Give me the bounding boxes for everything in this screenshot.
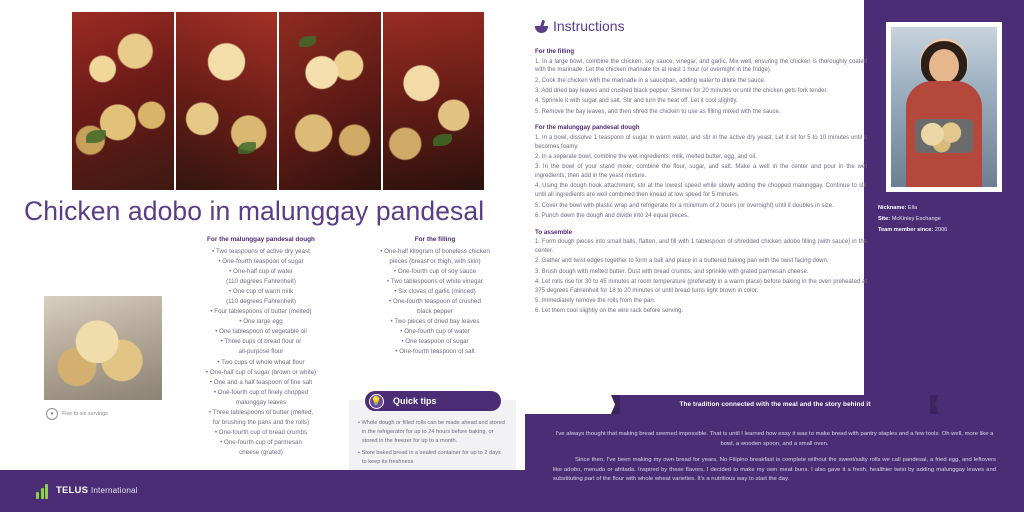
ingredient-item: black pepper xyxy=(417,308,453,316)
right-panel xyxy=(525,0,1024,512)
servings-icon: ★ xyxy=(46,408,58,420)
ingredient-item: • Three tablespoons of butter (melted, xyxy=(208,408,314,416)
profile-tenure-row: Team member since: 2006 xyxy=(878,226,948,233)
hero-photo-2 xyxy=(176,12,278,190)
ingredient-item: • One-fourth cup of finely chopped xyxy=(213,388,309,396)
telus-mark-icon xyxy=(36,482,51,499)
ingredients-filling-heading: For the filling xyxy=(414,236,456,243)
quick-tips-title: Quick tips xyxy=(393,396,437,406)
plated-dish-photo xyxy=(44,296,162,400)
instruction-step: 4. Using the dough hook attachment, stir at the lowest speed while slowly adding the chopped malunggay. Continue to stir until all ingredients are well combined then knead at low speed for 5 minutes. xyxy=(535,183,867,199)
instruction-step: 6. Punch down the dough and divide into 24 equal pieces. xyxy=(535,212,689,219)
instruction-section-heading: To assemble xyxy=(535,228,573,236)
story-banner xyxy=(620,395,930,414)
story-paragraph-2: Since then, I've been making my own bread for years. No Filipino breakfast is complete without the sweet/salty rolls we call pandesal, a fried egg, and leftovers like adobo, menudo or afritada. Inspired by these flavors, I decided to make my own meat buns. I also gave it a fresh, healthier twist by adding malunggay leaves and substituting part of the flour with whole wheat varieties. It's a nutritious way to start the day. xyxy=(553,457,996,483)
instruction-step: 5. Remove the bay leaves, and then shred the chicken to use as filling mixed with the sauce. xyxy=(535,108,781,115)
ingredient-item: • One-fourth cup of soy sauce xyxy=(393,268,477,276)
ingredient-item: pieces (breast or thigh, with skin) xyxy=(389,258,481,266)
instruction-section xyxy=(535,229,867,317)
instruction-section-heading: For the malunggay pandesal dough xyxy=(535,124,640,132)
hero-photo-1 xyxy=(72,12,174,190)
instructions-header xyxy=(535,18,625,34)
ingredient-item: • One-half cup of water xyxy=(229,268,293,276)
mortar-pestle-icon xyxy=(535,20,548,33)
ingredient-item: • One-fourth cup of bread crumbs xyxy=(214,428,308,436)
instruction-section xyxy=(535,124,867,220)
ingredient-item: • One large egg xyxy=(239,318,283,326)
story-banner-text: The tradition connected with the meal and the story behind it xyxy=(679,401,871,408)
instruction-section-heading: For the filling xyxy=(535,48,575,55)
ingredient-item: • Three cups of bread flour or xyxy=(220,338,302,346)
ingredient-item: malunggay leaves xyxy=(235,398,287,406)
profile-site-row: Site: McKinley Exchange xyxy=(878,215,941,222)
ingredient-item: • One-half cup of sugar (brown or white) xyxy=(205,368,317,376)
ingredients-filling-list xyxy=(352,247,518,358)
instruction-step: 1. In a bowl, dissolve 1 teaspoon of sugar in warm water, and stir in the active dry yeast. Let it sit for 5 to 10 minutes until it becomes foamy. xyxy=(535,134,867,150)
ingredients-dough-list xyxy=(178,247,344,458)
hero-photo-collage xyxy=(72,12,484,190)
ingredients-dough-heading: For the malunggay pandesal dough xyxy=(207,236,315,243)
ingredient-item: • One tablespoon of vegetable oil xyxy=(215,328,307,336)
ingredient-item: • One-fourth teaspoon of salt xyxy=(395,348,475,356)
ingredient-item: • Six cloves of garlic (minced) xyxy=(394,288,476,296)
instruction-step: 2. Cook the chicken with the marinade in a saucepan, adding water to dilute the sauce. xyxy=(535,77,766,84)
servings-caption-text: Five to six servings xyxy=(62,411,108,417)
servings-caption xyxy=(46,408,108,420)
footer-strip xyxy=(0,470,525,512)
ingredient-item: for brushing the pans and the rolls) xyxy=(212,418,310,426)
quick-tips-header xyxy=(365,391,501,411)
profile-nickname-row: Nickname: Ella xyxy=(878,205,918,211)
ingredient-item: • One-half kilogram of boneless chicken xyxy=(380,248,490,255)
ingredient-item: cheese (grated) xyxy=(239,448,283,456)
quick-tip-item: • Store baked bread in a sealed container for up to 2 days to keep its freshness. xyxy=(358,449,501,465)
instruction-step: 1. In a large bowl, combine the chicken, soy sauce, vinegar, and garlic. Mix well, ensuring the chicken is thoroughly coated with the marinade. Let the chicken marinate for at least 1 hour (or overnight in the fridge). xyxy=(535,58,867,74)
ingredient-item: • Two cups of whole wheat flour xyxy=(217,358,305,366)
instructions-title: Instructions xyxy=(553,18,625,34)
page-title: Chicken adobo in malunggay pandesal xyxy=(24,196,485,226)
ingredient-item: (110 degrees Fahrenheit) xyxy=(226,278,296,286)
quick-tip-item: • Whole dough or filled rolls can be made ahead and stored in the refrigerator for up to 24 hours before baking, or stored in the freezer for up to a month. xyxy=(358,420,505,445)
ingredients-column-dough xyxy=(178,236,344,458)
telus-logo xyxy=(36,482,138,499)
ingredient-item: • One teaspoon of sugar xyxy=(401,338,469,346)
instructions-body xyxy=(535,48,867,324)
instruction-step: 3. Add dried bay leaves and crushed black pepper. Simmer for 20 minutes or until the chicken gets fork tender. xyxy=(535,87,828,94)
lightbulb-icon: 💡 xyxy=(369,394,384,409)
ingredient-item: • Two pieces of dried bay leaves xyxy=(390,318,480,326)
story-paragraph-1: I've always thought that making bread seemed impossible. That is until I learned how easy it was to make bread with pantry staples and a few tools. Oh well, more like a bowl, a wooden spoon, and a small oven. xyxy=(555,431,994,447)
profile-details xyxy=(878,203,1002,236)
instruction-step: 5. Cover the bowl with plastic wrap and refrigerate for a minimum of 2 hours (or overnight) until it doubles in size. xyxy=(535,202,834,209)
ingredient-item: all-purpose flour xyxy=(238,348,284,356)
ingredient-item: • One cup of warm milk xyxy=(228,288,294,296)
telus-wordmark: TELUS International xyxy=(56,485,138,496)
instruction-step: 1. Form dough pieces into small balls, flatten, and fill with 1 tablespoon of shredded chicken adobo filling (with sauce) in the center. xyxy=(535,239,867,254)
ingredient-item: • One-fourth teaspoon of crushed xyxy=(389,298,481,306)
instruction-step: 2. In a separate bowl, combine the wet ingredients: milk, melted butter, egg, and oil. xyxy=(535,154,757,160)
ingredient-item: • One-fourth cup of water xyxy=(400,328,470,336)
ingredient-item: • Four tablespoons of butter (melted) xyxy=(210,308,312,316)
ingredient-item: • One-fourth cup of parmesan xyxy=(220,438,302,446)
profile-photo xyxy=(891,27,997,187)
profile-card xyxy=(886,22,1002,192)
instruction-step: 4. Sprinkle it with sugar and salt. Stir and turn the heat off. Let it cool slightly. xyxy=(535,98,738,105)
instruction-step: 5. Immediately remove the rolls from the pan. xyxy=(535,298,656,305)
ingredient-item: • Two tablespoons of white vinegar xyxy=(387,278,483,286)
ingredient-item: • Two teaspoons of active dry yeast xyxy=(212,248,310,255)
instruction-step: 4. Let rolls rise for 30 to 45 minutes at room temperature (preferably in a warm place) before baking in the oven preheated at 375 degrees Fahrenheit for 18 to 20 minutes or until bread turns light brown in color. xyxy=(535,278,867,294)
instruction-step: 3. In the bowl of your stand mixer, combine the flour, sugar, and salt. Make a well in the center and pour in the wet ingredients, then add in the yeast mixture. xyxy=(535,164,867,180)
ingredient-item: • One and a half teaspoon of fine salt xyxy=(209,378,313,386)
ingredient-item: • One-fourth teaspoon of sugar xyxy=(218,258,304,266)
instruction-step: 3. Brush dough with melted butter. Dust with bread crumbs, and sprinkle with grated parmesan cheese. xyxy=(535,268,809,275)
hero-photo-3 xyxy=(279,12,381,190)
ingredient-item: (110 degrees Fahrenheit) xyxy=(226,298,296,306)
instruction-step: 6. Let them cool slightly on the wire rack before serving. xyxy=(535,308,684,315)
instruction-step: 2. Gather and twist edges together to form a ball and place in a buttered baking pan with the twist facing down. xyxy=(535,258,829,265)
instruction-section xyxy=(535,48,867,116)
story-section xyxy=(525,414,1024,512)
hero-photo-4 xyxy=(383,12,485,190)
